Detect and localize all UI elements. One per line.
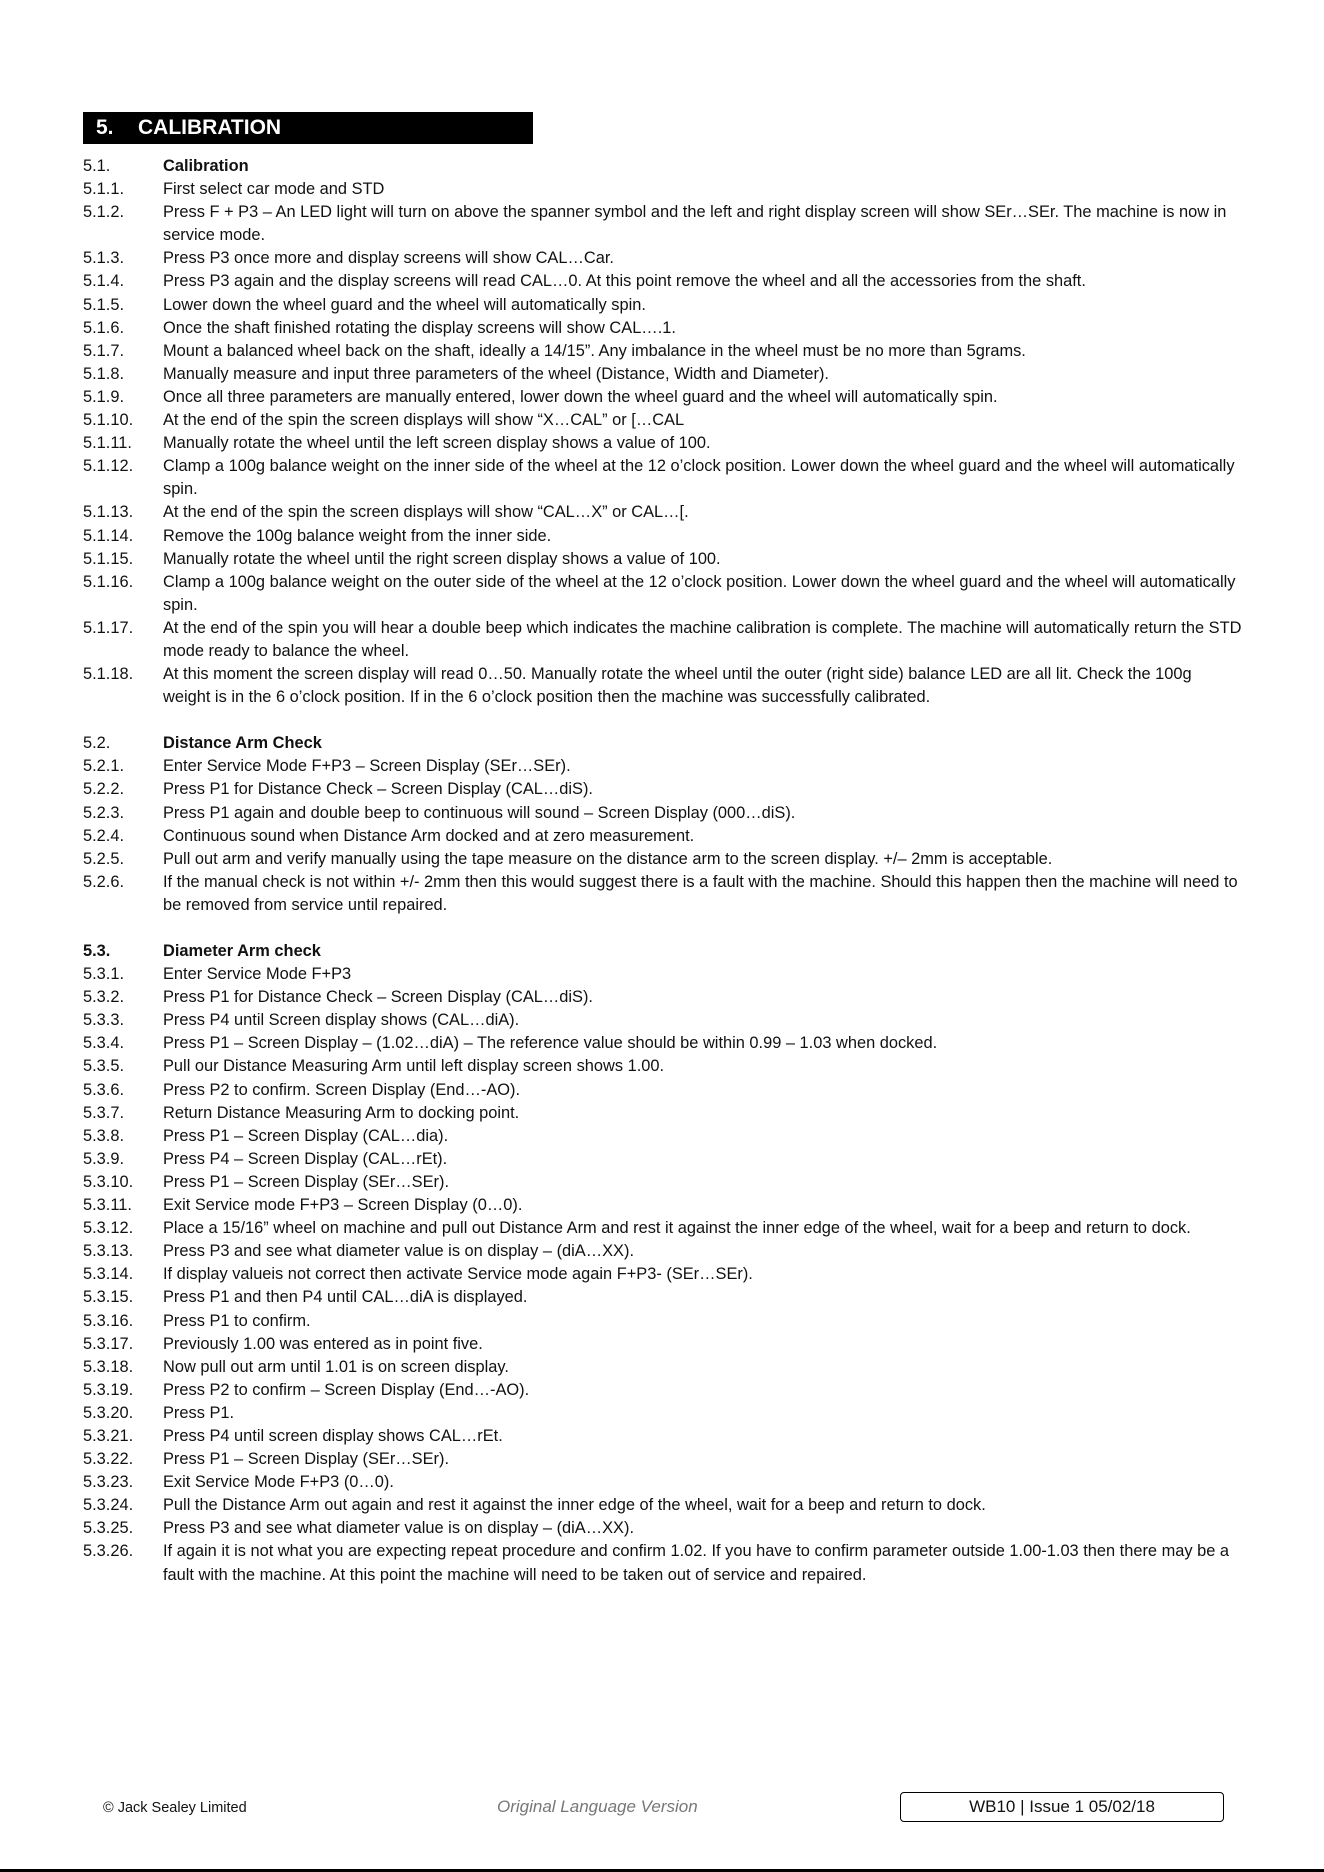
step-number: 5.2.3. xyxy=(83,803,125,822)
step-number: 5.3.5. xyxy=(83,1057,125,1076)
step-text: Now pull out arm until 1.01 is on screen display. xyxy=(163,1357,509,1376)
section-heading xyxy=(83,155,1243,178)
step-item xyxy=(83,432,1243,455)
step-item xyxy=(83,409,1243,432)
section-number: 5.1. xyxy=(83,157,111,175)
step-item xyxy=(83,1217,1243,1240)
step-item xyxy=(83,548,1243,571)
step-number: 5.3.25. xyxy=(83,1519,134,1538)
step-item xyxy=(83,1540,1243,1586)
section-heading xyxy=(83,732,1243,755)
step-number: 5.1.9. xyxy=(83,387,125,406)
step-item xyxy=(83,386,1243,409)
instructions-content xyxy=(83,155,1243,1587)
step-text: Press P4 until Screen display shows (CAL…diA). xyxy=(163,1011,520,1030)
step-text: Press P1 – Screen Display – (1.02…diA) – The reference value should be within 0.99 – 1.03 when docked. xyxy=(163,1034,938,1053)
step-number: 5.1.4. xyxy=(83,272,125,291)
step-text: Press P4 – Screen Display (CAL…rEt). xyxy=(163,1149,448,1168)
step-number: 5.3.16. xyxy=(83,1311,134,1330)
step-item xyxy=(83,802,1243,825)
step-item xyxy=(83,1310,1243,1333)
step-item xyxy=(83,1148,1243,1171)
step-text: If again it is not what you are expecting repeat procedure and confirm 1.02. If you have to confirm parameter outside 1.00-1.03 then there may be a fault with the machine. At this point the machine will need to be taken out of service and repaired. xyxy=(163,1542,1230,1584)
step-number: 5.2.1. xyxy=(83,757,125,776)
step-number: 5.3.3. xyxy=(83,1011,125,1030)
step-text: Pull our Distance Measuring Arm until left display screen shows 1.00. xyxy=(163,1057,665,1076)
step-text: Manually measure and input three parameters of the wheel (Distance, Width and Diameter). xyxy=(163,364,829,383)
step-text: First select car mode and STD xyxy=(163,180,385,199)
step-text: Exit Service Mode F+P3 (0…0). xyxy=(163,1473,394,1492)
section-number: 5.3. xyxy=(83,942,111,960)
step-number: 5.3.12. xyxy=(83,1219,134,1238)
step-item xyxy=(83,1517,1243,1540)
step-item xyxy=(83,1379,1243,1402)
step-number: 5.3.1. xyxy=(83,965,125,984)
step-number: 5.1.18. xyxy=(83,665,134,684)
step-text: Remove the 100g balance weight from the inner side. xyxy=(163,526,552,545)
step-item xyxy=(83,755,1243,778)
step-text: Manually rotate the wheel until the right screen display shows a value of 100. xyxy=(163,549,721,568)
step-item xyxy=(83,778,1243,801)
step-item xyxy=(83,1032,1243,1055)
step-text: If display valueis not correct then activate Service mode again F+P3- (SEr…SEr). xyxy=(163,1265,753,1284)
step-number: 5.3.10. xyxy=(83,1172,134,1191)
step-number: 5.1.13. xyxy=(83,503,134,522)
step-item xyxy=(83,525,1243,548)
step-text: At this moment the screen display will read 0…50. Manually rotate the wheel until the outer (right side) balance LED are all lit. Check the 100g weight is in the 6 o’clock position. If in the 6 o’clock position then the machine was successfully calibrated. xyxy=(163,665,1192,707)
step-number: 5.1.15. xyxy=(83,549,134,568)
step-item xyxy=(83,1194,1243,1217)
step-number: 5.1.2. xyxy=(83,203,125,222)
step-text: Press P1 and then P4 until CAL…diA is displayed. xyxy=(163,1288,528,1307)
step-number: 5.3.11. xyxy=(83,1196,132,1215)
step-text: Press P4 until screen display shows CAL…rEt. xyxy=(163,1426,503,1445)
section-title: Calibration xyxy=(163,157,249,175)
step-item xyxy=(83,617,1243,663)
step-number: 5.1.12. xyxy=(83,457,134,476)
step-number: 5.3.21. xyxy=(83,1426,134,1445)
step-text: Previously 1.00 was entered as in point five. xyxy=(163,1334,483,1353)
step-item xyxy=(83,1102,1243,1125)
step-number: 5.1.17. xyxy=(83,618,134,637)
step-text: Enter Service Mode F+P3 xyxy=(163,965,352,984)
step-text: Press P1. xyxy=(163,1403,235,1422)
step-item xyxy=(83,848,1243,871)
step-text: Enter Service Mode F+P3 – Screen Display (SEr…SEr). xyxy=(163,757,571,776)
step-text: Pull out arm and verify manually using the tape measure on the distance arm to the screen display. +/– 2mm is acceptable. xyxy=(163,849,1053,868)
step-number: 5.2.6. xyxy=(83,872,125,891)
step-text: Once the shaft finished rotating the display screens will show CAL….1. xyxy=(163,318,676,337)
step-item xyxy=(83,986,1243,1009)
step-number: 5.1.14. xyxy=(83,526,134,545)
step-number: 5.3.13. xyxy=(83,1242,134,1261)
step-number: 5.1.1. xyxy=(83,180,125,199)
step-number: 5.3.17. xyxy=(83,1334,134,1353)
step-number: 5.3.22. xyxy=(83,1450,134,1469)
step-text: Press P2 to confirm – Screen Display (End…-AO). xyxy=(163,1380,530,1399)
step-text: Press F + P3 – An LED light will turn on above the spanner symbol and the left and right display screen will show SEr…SEr. The machine is now in service mode. xyxy=(163,203,1227,245)
step-item xyxy=(83,1240,1243,1263)
chapter-number: 5. xyxy=(96,116,114,139)
chapter-header xyxy=(83,112,533,144)
section-heading xyxy=(83,940,1243,963)
step-text: Return Distance Measuring Arm to docking point. xyxy=(163,1103,520,1122)
step-number: 5.3.8. xyxy=(83,1126,125,1145)
step-item xyxy=(83,1286,1243,1309)
step-number: 5.3.26. xyxy=(83,1542,134,1561)
step-text: Exit Service mode F+P3 – Screen Display (0…0). xyxy=(163,1196,523,1215)
step-text: Press P1 again and double beep to continuous will sound – Screen Display (000…diS). xyxy=(163,803,796,822)
step-item xyxy=(83,1009,1243,1032)
step-text: Press P1 for Distance Check – Screen Display (CAL…diS). xyxy=(163,780,593,799)
step-item xyxy=(83,1055,1243,1078)
step-text: Press P3 and see what diameter value is on display – (diA…XX). xyxy=(163,1519,635,1538)
step-text: Lower down the wheel guard and the wheel will automatically spin. xyxy=(163,295,646,314)
step-item xyxy=(83,455,1243,501)
step-item xyxy=(83,1263,1243,1286)
step-text: Clamp a 100g balance weight on the inner side of the wheel at the 12 o’clock position. Lower down the wheel guard and the wheel will automatically spin. xyxy=(163,457,1235,499)
step-number: 5.2.2. xyxy=(83,780,125,799)
section-title: Distance Arm Check xyxy=(163,734,322,753)
step-item xyxy=(83,1079,1243,1102)
step-number: 5.3.6. xyxy=(83,1080,125,1099)
step-number: 5.3.15. xyxy=(83,1288,134,1307)
footer-language: Original Language Version xyxy=(497,1797,698,1816)
step-text: Once all three parameters are manually entered, lower down the wheel guard and the wheel will automatically spin. xyxy=(163,387,998,406)
step-number: 5.3.14. xyxy=(83,1265,134,1284)
step-number: 5.1.16. xyxy=(83,572,134,591)
step-item xyxy=(83,825,1243,848)
step-item xyxy=(83,871,1243,917)
step-number: 5.1.5. xyxy=(83,295,125,314)
section-spacer xyxy=(83,709,1243,732)
step-item xyxy=(83,317,1243,340)
step-item xyxy=(83,1494,1243,1517)
step-item xyxy=(83,1171,1243,1194)
section-number: 5.2. xyxy=(83,734,111,753)
step-text: Press P2 to confirm. Screen Display (End…-AO). xyxy=(163,1080,521,1099)
step-item xyxy=(83,178,1243,201)
step-number: 5.3.24. xyxy=(83,1496,134,1515)
step-number: 5.3.23. xyxy=(83,1473,134,1492)
step-number: 5.1.8. xyxy=(83,364,125,383)
step-item xyxy=(83,363,1243,386)
footer-copyright: © Jack Sealey Limited xyxy=(103,1800,247,1816)
step-item xyxy=(83,963,1243,986)
step-number: 5.3.4. xyxy=(83,1034,125,1053)
step-text: At the end of the spin the screen displays will show “CAL…X” or CAL…[. xyxy=(163,503,689,522)
step-text: Press P1 to confirm. xyxy=(163,1311,311,1330)
step-number: 5.1.10. xyxy=(83,411,134,430)
step-item xyxy=(83,1402,1243,1425)
step-text: At the end of the spin you will hear a double beep which indicates the machine calibration is complete. The machine will automatically return the STD mode ready to balance the wheel. xyxy=(163,618,1242,660)
step-text: Clamp a 100g balance weight on the outer side of the wheel at the 12 o’clock position. Lower down the wheel guard and the wheel will automatically spin. xyxy=(163,572,1236,614)
step-item xyxy=(83,1471,1243,1494)
step-item xyxy=(83,1356,1243,1379)
step-item xyxy=(83,1125,1243,1148)
step-item xyxy=(83,1425,1243,1448)
step-number: 5.3.2. xyxy=(83,988,125,1007)
step-item xyxy=(83,247,1243,270)
step-text: Mount a balanced wheel back on the shaft, ideally a 14/15”. Any imbalance in the wheel must be no more than 5grams. xyxy=(163,341,1026,360)
step-text: Press P3 again and the display screens will read CAL…0. At this point remove the wheel and all the accessories from the shaft. xyxy=(163,272,1086,291)
step-number: 5.1.6. xyxy=(83,318,125,337)
step-number: 5.3.19. xyxy=(83,1380,134,1399)
step-text: If the manual check is not within +/- 2mm then this would suggest there is a fault with the machine. Should this happen then the machine will need to be removed from service until repaired. xyxy=(163,872,1238,914)
step-text: Manually rotate the wheel until the left screen display shows a value of 100. xyxy=(163,434,711,453)
step-text: Press P1 for Distance Check – Screen Display (CAL…diS). xyxy=(163,988,593,1007)
step-number: 5.3.9. xyxy=(83,1149,125,1168)
step-number: 5.2.5. xyxy=(83,849,125,868)
step-text: Press P1 – Screen Display (SEr…SEr). xyxy=(163,1172,450,1191)
step-number: 5.1.3. xyxy=(83,249,125,268)
step-item xyxy=(83,1333,1243,1356)
step-item xyxy=(83,663,1243,709)
step-item xyxy=(83,571,1243,617)
step-item xyxy=(83,1448,1243,1471)
step-number: 5.1.7. xyxy=(83,341,125,360)
step-text: Press P1 – Screen Display (CAL…dia). xyxy=(163,1126,449,1145)
step-number: 5.3.7. xyxy=(83,1103,125,1122)
step-text: Press P3 and see what diameter value is on display – (diA…XX). xyxy=(163,1242,635,1261)
step-number: 5.2.4. xyxy=(83,826,125,845)
step-item xyxy=(83,294,1243,317)
section-title: Diameter Arm check xyxy=(163,942,321,960)
step-item xyxy=(83,340,1243,363)
chapter-title: CALIBRATION xyxy=(138,116,282,139)
step-item xyxy=(83,201,1243,247)
step-number: 5.3.20. xyxy=(83,1403,134,1422)
step-item xyxy=(83,501,1243,524)
step-item xyxy=(83,270,1243,293)
footer-doc-ref: WB10 | Issue 1 05/02/18 xyxy=(900,1792,1224,1822)
step-number: 5.1.11. xyxy=(83,434,132,453)
step-text: Press P1 – Screen Display (SEr…SEr). xyxy=(163,1450,450,1469)
section-spacer xyxy=(83,917,1243,940)
step-text: Press P3 once more and display screens will show CAL…Car. xyxy=(163,249,614,268)
step-number: 5.3.18. xyxy=(83,1357,134,1376)
step-text: Continuous sound when Distance Arm docked and at zero measurement. xyxy=(163,826,695,845)
step-text: At the end of the spin the screen displays will show “X…CAL” or […CAL xyxy=(163,411,685,430)
step-text: Pull the Distance Arm out again and rest it against the inner edge of the wheel, wait for a beep and return to dock. xyxy=(163,1496,986,1515)
step-text: Place a 15/16” wheel on machine and pull out Distance Arm and rest it against the inner edge of the wheel, wait for a beep and return to dock. xyxy=(163,1219,1191,1238)
